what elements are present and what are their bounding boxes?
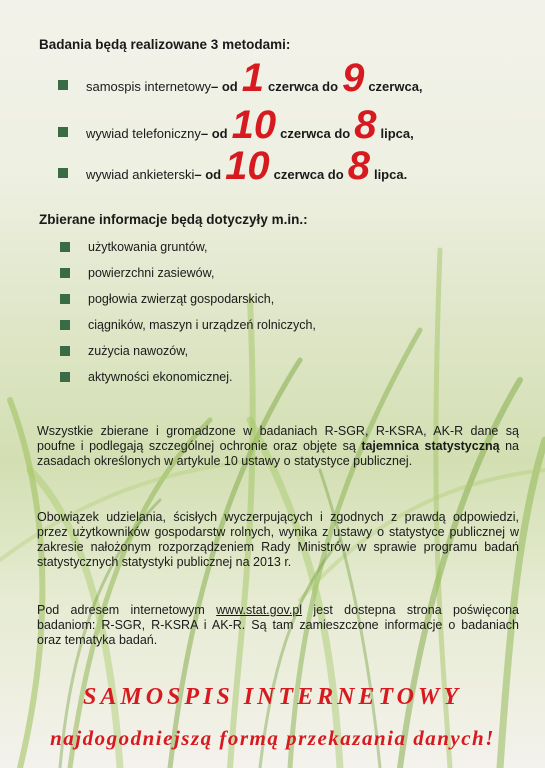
statistical-secrecy-term: tajemnica statystyczną bbox=[361, 439, 500, 453]
end-month: lipca, bbox=[380, 126, 414, 141]
end-day: 9 bbox=[342, 56, 365, 100]
end-day: 8 bbox=[347, 144, 370, 188]
paragraph-text: Wszystkie zbierane i gromadzone w badaniach R-SGR, R-KSRA, AK-R dane są poufne i podlegają szczególnej ochronie oraz objęte są bbox=[37, 424, 519, 453]
list-item-text: zużycia nawozów, bbox=[88, 344, 189, 358]
square-bullet-icon bbox=[60, 372, 70, 382]
method-dash: – od bbox=[211, 79, 238, 94]
square-bullet-icon bbox=[58, 168, 68, 178]
square-bullet-icon bbox=[60, 320, 70, 330]
paragraph-text: Pod adresem internetowym bbox=[37, 603, 217, 617]
end-month: lipca. bbox=[373, 167, 408, 182]
list-item bbox=[60, 266, 214, 280]
method-dash: – od bbox=[200, 126, 228, 141]
list-item bbox=[60, 318, 316, 332]
paragraph-text: na zasadach określonych w artykule 10 ustawy o statystyce publicznej. bbox=[37, 439, 519, 468]
stat-website-link[interactable]: www.stat.gov.pl bbox=[216, 603, 303, 617]
confidentiality-paragraph bbox=[37, 424, 519, 469]
list-item bbox=[60, 344, 188, 358]
end-day: 8 bbox=[354, 103, 377, 147]
start-day: 10 bbox=[225, 144, 270, 188]
method-name: wywiad ankieterski bbox=[86, 167, 195, 182]
start-month: czerwca do bbox=[273, 167, 344, 182]
list-item-text: pogłowia zwierząt gospodarskich, bbox=[88, 292, 275, 306]
list-item bbox=[60, 240, 208, 254]
start-day: 1 bbox=[241, 56, 264, 100]
method-name: samospis internetowy bbox=[86, 79, 211, 94]
square-bullet-icon bbox=[60, 268, 70, 278]
method-dash: – od bbox=[194, 167, 222, 182]
info-heading: Zbierane informacje będą dotyczyły m.in.: bbox=[39, 212, 308, 227]
method-name: wywiad telefoniczny bbox=[86, 126, 201, 141]
start-month: czerwca do bbox=[280, 126, 351, 141]
start-day: 10 bbox=[231, 103, 277, 147]
square-bullet-icon bbox=[58, 80, 68, 90]
website-paragraph bbox=[37, 603, 519, 648]
list-item bbox=[60, 292, 274, 306]
end-month: czerwca, bbox=[368, 79, 423, 94]
obligation-paragraph: Obowiązek udzielania, ścisłych wyczerpujących i zgodnych z prawdą odpowiedzi, przez użytkowników gospodarstw rolnych, wynika z ustawy o statystyce publicznej w zakresie nałożonym rozporządzeniem Rady Ministrów w sprawie programu badań statystycznych statystyki publicznej na 2013 r. bbox=[37, 510, 519, 569]
paragraph-text: jest dostepna strona poświęcona badaniom: R-SGR, R-KSRA i AK-R. Są tam zamieszczone informacje o badaniach oraz tematyka badań. bbox=[37, 603, 519, 647]
methods-heading: Badania będą realizowane 3 metodami: bbox=[39, 37, 291, 52]
slogan-subtitle: najdogodniejszą formą przekazania danych! bbox=[50, 726, 495, 750]
square-bullet-icon bbox=[60, 346, 70, 356]
method-row-interviewer bbox=[58, 146, 407, 186]
square-bullet-icon bbox=[60, 242, 70, 252]
method-row-online bbox=[58, 58, 423, 98]
list-item-text: powierzchni zasiewów, bbox=[88, 266, 215, 280]
list-item-text: aktywności ekonomicznej. bbox=[88, 370, 233, 384]
list-item-text: użytkowania gruntów, bbox=[88, 240, 208, 254]
square-bullet-icon bbox=[58, 127, 68, 137]
slogan-title: SAMOSPIS INTERNETOWY bbox=[83, 684, 462, 710]
method-row-phone bbox=[58, 105, 414, 145]
list-item bbox=[60, 370, 233, 384]
square-bullet-icon bbox=[60, 294, 70, 304]
start-month: czerwca do bbox=[267, 79, 339, 94]
list-item-text: ciągników, maszyn i urządzeń rolniczych, bbox=[88, 318, 316, 332]
